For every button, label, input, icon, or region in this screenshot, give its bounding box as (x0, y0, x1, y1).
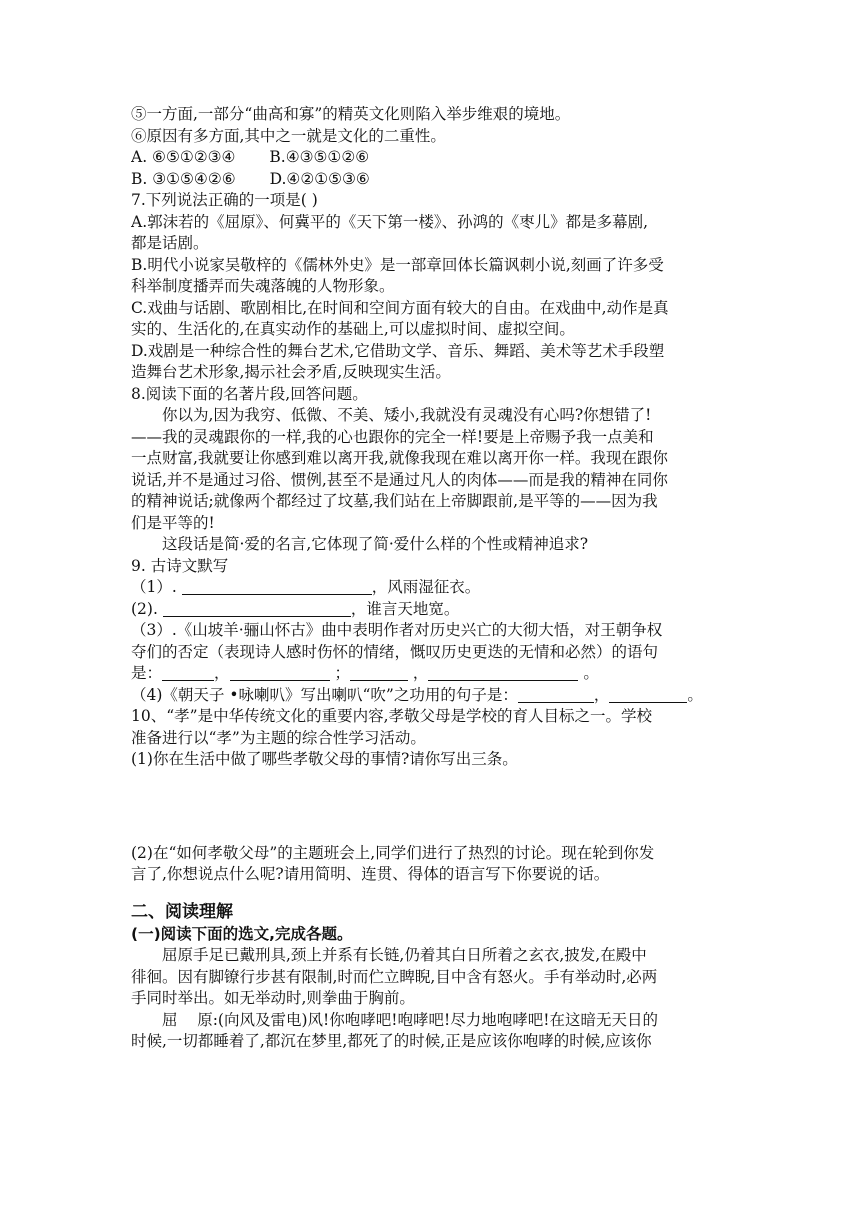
text-line: ⑥原因有多方面,其中之一就是文化的二重性。 (131, 126, 446, 145)
text-line: 科举制度播弄而失魂落魄的人物形象。 (131, 277, 395, 295)
answer-blank[interactable] (350, 664, 408, 681)
q9-item-3-blanks (131, 663, 743, 685)
q9-item-4 (131, 685, 743, 707)
option-c: B. ③①⑤④②⑥ (131, 169, 236, 188)
q9-item-2-suffix: ，谁言天地宽。 (350, 599, 460, 618)
passage-line: 徘徊。因有脚镣行步甚有限制,时而伫立睥睨,目中含有怒火。手有举动时,必两 (131, 967, 658, 986)
passage-line: 一点财富,我就要让你感到难以离开我,就像我现在难以离开你一样。我现在跟你 (131, 449, 668, 467)
text-line: 都是话剧。 (131, 234, 209, 252)
passage-line: 你以为,因为我穷、低微、不美、矮小,我就没有灵魂没有心吗?你想错了! (162, 406, 652, 424)
answer-blank[interactable] (182, 578, 372, 595)
q10-sub-1: (1)你在生活中做了哪些孝敬父母的事情?请你写出三条。 (131, 750, 518, 768)
option-d: D.④②①⑤③⑥ (269, 169, 370, 188)
text-line: B.明代小说家吴敬梓的《儒林外史》是一部章回体长篇讽刺小说,刻画了许多受 (131, 255, 664, 274)
q9-item-1-suffix: ，风雨湿征衣。 (371, 578, 481, 596)
separator: 。 (583, 664, 599, 682)
text-line: A.郭沫若的《屈原》、何冀平的《天下第一楼》、孙鸿的《枣儿》都是多幕剧, (131, 212, 649, 231)
text-line: ⑤一方面,一部分“曲高和寡”的精英文化则陷入举步维艰的境地。 (131, 105, 571, 123)
option-b: B.④③⑤①②⑥ (269, 148, 370, 166)
answer-area[interactable] (131, 771, 743, 829)
q9-item-1-prefix: （1）. (131, 578, 182, 596)
q6-options-row-1 (131, 147, 743, 169)
passage-line: ——我的灵魂跟你的一样,我的心也跟你的完全一样!要是上帝赐予我一点美和 (131, 427, 654, 446)
answer-blank[interactable] (162, 664, 214, 681)
passage-line: 们是平等的! (131, 513, 215, 532)
q6-options-row-2 (131, 169, 743, 191)
q9-item-2-prefix: (2). (131, 599, 163, 618)
answer-blank[interactable] (609, 686, 687, 703)
text-line: C.戏曲与话剧、歌剧相比,在时间和空间方面有较大的自由。在戏曲中,动作是真 (131, 298, 669, 317)
q10-sub-2-line: (2)在“如何孝敬父母”的主题班会上,同学们进行了热烈的讨论。现在轮到你发 (131, 843, 655, 862)
q9-item-1 (131, 577, 743, 599)
option-a: A. ⑥⑤①②③④ (131, 148, 236, 166)
section-sub-heading: (一)阅读下面的选文,完成各题。 (131, 924, 353, 943)
text-line: D.戏剧是一种综合性的舞台艺术,它借助文学、音乐、舞蹈、美术等艺术手段塑 (131, 341, 665, 360)
passage-line: 手同时举出。如无举动时,则拳曲于胸前。 (131, 989, 415, 1007)
q7-stem: 7.下列说法正确的一项是( ) (131, 191, 318, 209)
q9-item-3-line-2: 夺们的否定（表现诗人感时伤怀的情绪，慨叹历史更迭的无情和必然）的语句 (131, 642, 659, 661)
answer-blank[interactable] (518, 686, 594, 703)
passage-line: 的精神说话;就像两个都经过了坟墓,我们站在上帝脚跟前,是平等的——因为我 (131, 492, 658, 510)
text-line: 实的、生活化的,在真实动作的基础上,可以虚拟时间、虚拟空间。 (131, 320, 575, 338)
q8-question: 这段话是简·爱的名言,它体现了简·爱什么样的个性或精神追求? (162, 535, 589, 553)
passage-line: 屈原手足已戴刑具,颈上并系有长链,仍着其白日所着之玄衣,披发,在殿中 (162, 946, 647, 964)
q9-item-3-line-1: （3）.《山坡羊·骊山怀古》曲中表明作者对历史兴亡的大彻大悟，对王朝争权 (131, 621, 663, 639)
q9-item-2 (131, 599, 743, 621)
q9-item-3-prefix: 是： (131, 664, 163, 682)
answer-blank[interactable] (230, 664, 330, 681)
passage-line: 时候,一切都睡着了,都沉在梦里,都死了的时候,正是应该你咆哮的时候,应该你 (131, 1032, 652, 1050)
separator: ， (593, 685, 610, 704)
separator: ， (214, 664, 230, 682)
q8-stem: 8.阅读下面的名著片段,回答问题。 (131, 384, 368, 403)
q10-line: 准备进行以“孝”为主题的综合性学习活动。 (131, 728, 426, 747)
q10-line: 10、“孝”是中华传统文化的重要内容,孝敬父母是学校的育人目标之一。学校 (131, 707, 653, 725)
document-content (131, 104, 743, 1053)
text-line: 造舞台艺术形象,揭示社会矛盾,反映现实生活。 (131, 363, 451, 381)
separator: 。 (687, 685, 703, 704)
passage-line: 屈 原:(向风及雷电)风!你咆哮吧!咆哮吧!尽力地咆哮吧!在这暗无天日的 (162, 1010, 658, 1029)
section-heading: 二、阅读理解 (131, 901, 233, 922)
passage-line: 说话,并不是通过习俗、惯例,甚至不是通过凡人的肉体——而是我的精神在同你 (131, 470, 668, 489)
q10-sub-2-line: 言了,你想说点什么呢?请用简明、连贯、得体的语言写下你要说的话。 (131, 865, 610, 883)
q9-item-4-prefix: （4)《朝天子 •咏喇叭》写出喇叭“吹”之功用的句子是： (131, 685, 518, 704)
answer-blank[interactable] (428, 664, 578, 681)
q9-stem: 9. 古诗文默写 (131, 556, 229, 575)
separator: ； (334, 664, 350, 682)
separator: ， (412, 664, 429, 682)
answer-blank[interactable] (163, 600, 351, 617)
